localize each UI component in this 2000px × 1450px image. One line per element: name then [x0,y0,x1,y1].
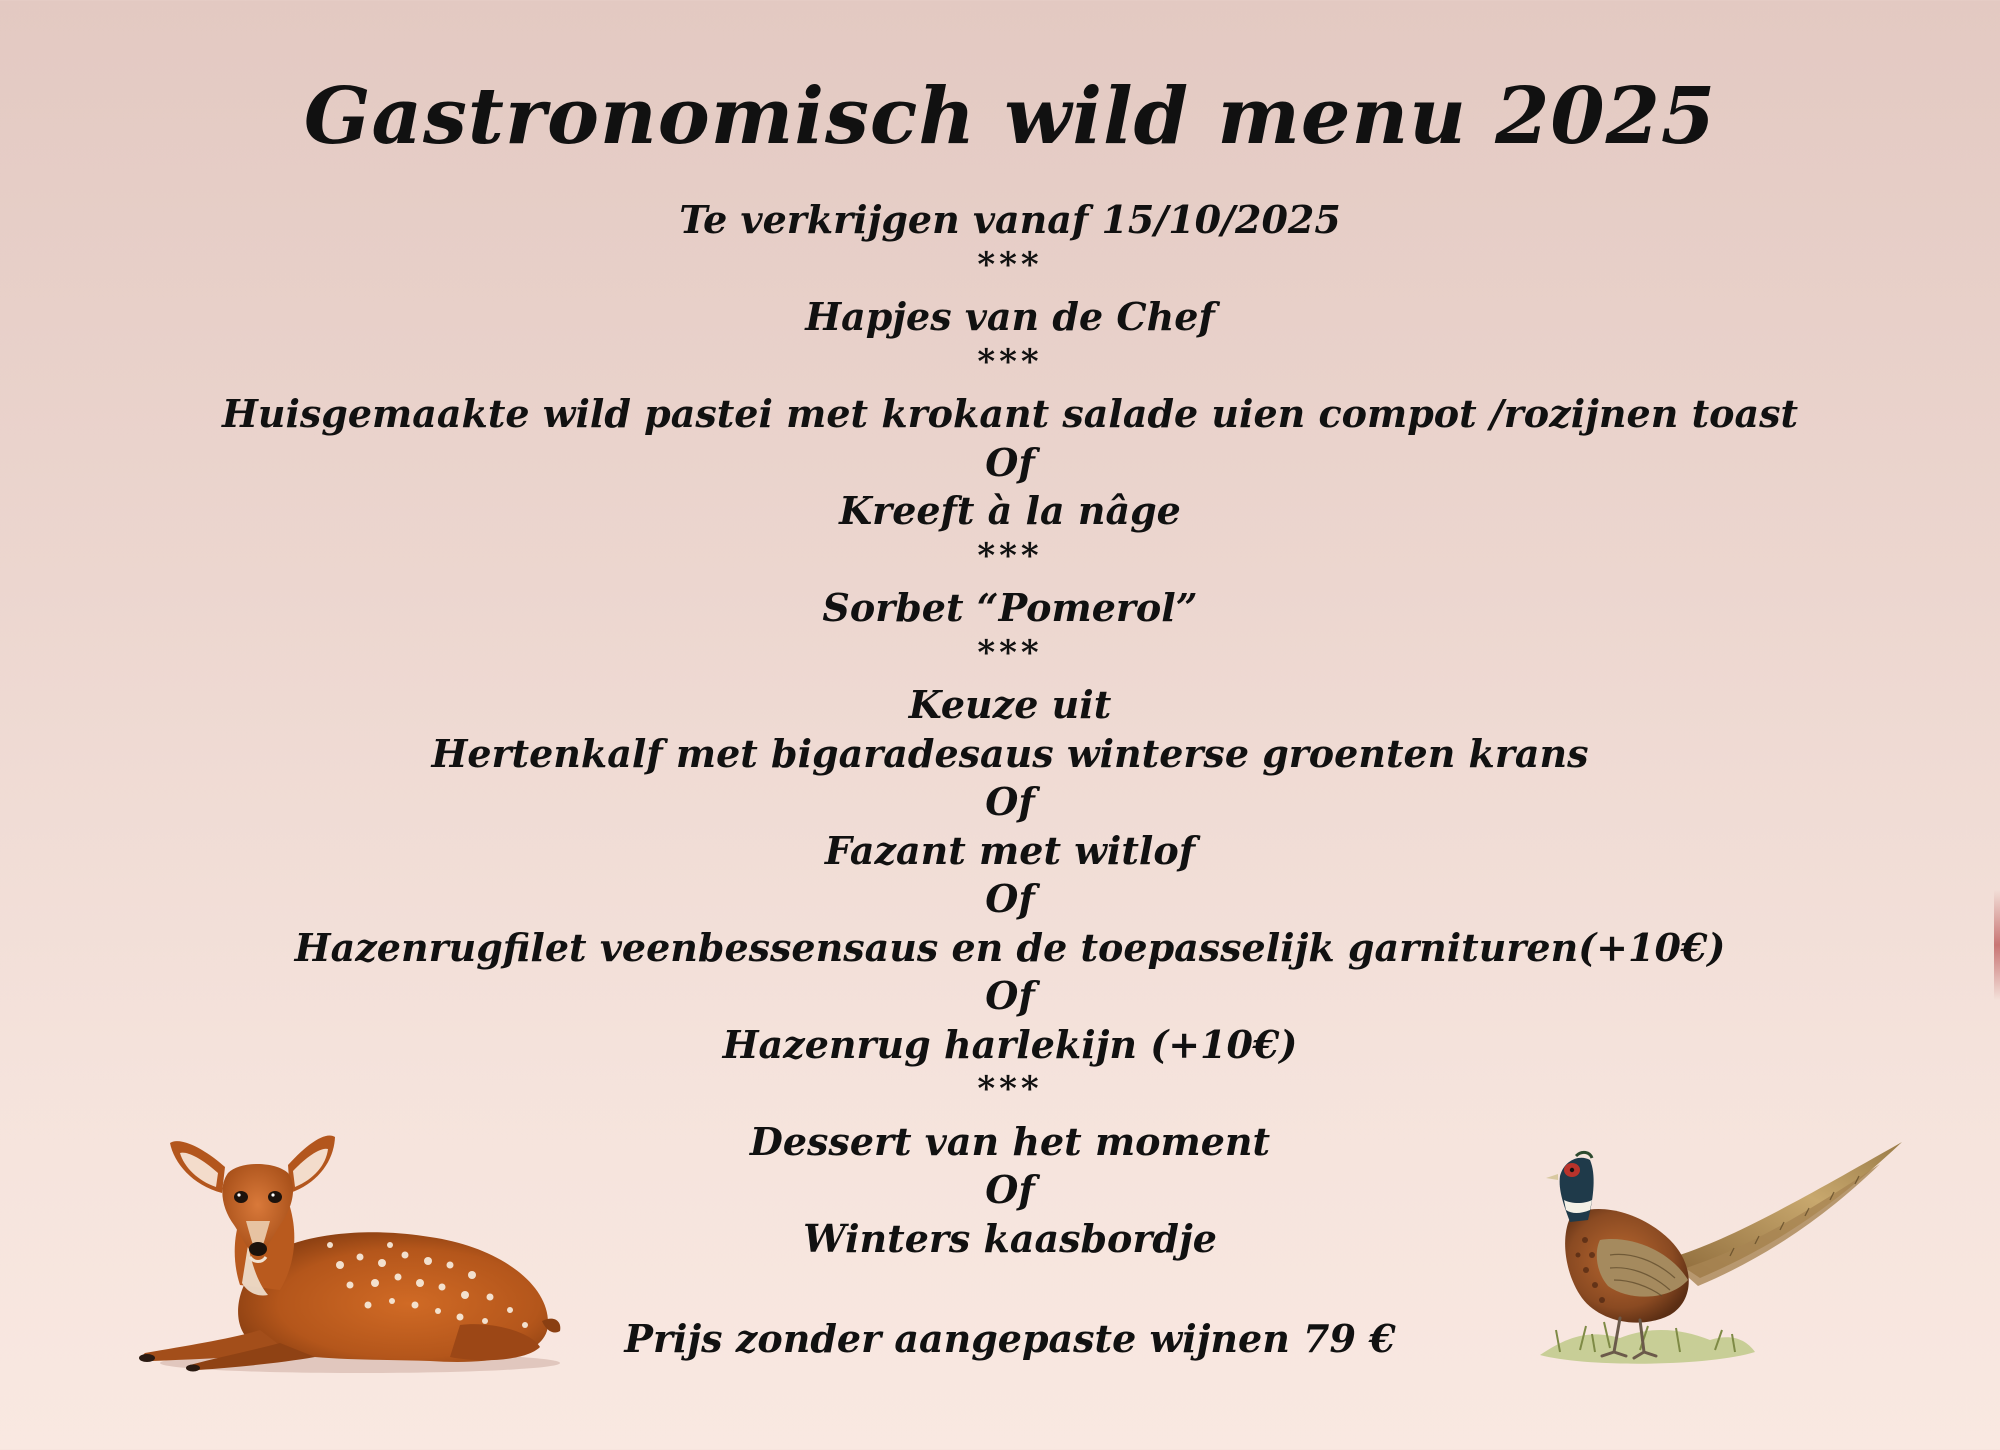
menu-line: Winters kaasbordje [803,1215,1217,1261]
menu-line: Hazenrugfilet veenbessensaus en de toepasselijk garnituren(+10€) [294,924,1726,970]
edge-mark [1994,890,2000,1000]
course-separator: *** [977,1069,1043,1109]
menu-line: Te verkrijgen vanaf 15/10/2025 [679,197,1341,242]
menu-line: Dessert van het moment [749,1118,1271,1164]
menu-title: Gastronomisch wild menu 2025 [303,71,1717,162]
fawn-illustration [130,1125,570,1375]
menu-line: Fazant met witlof [824,827,1196,873]
menu-or: Of [985,973,1035,1018]
menu-or: Of [985,779,1035,824]
menu-courses [0,196,2000,1263]
menu-line: Kreeft à la nâge [839,488,1181,533]
menu-line: Huisgemaakte wild pastei met krokant salade uien compot /rozijnen toast [221,391,1799,436]
course-separator: *** [977,632,1043,673]
menu-line: Hapjes van de Chef [805,294,1215,339]
menu-or: Of [985,876,1035,921]
course-separator: *** [977,341,1043,382]
menu-or: Of [985,1167,1035,1212]
pheasant-illustration [1530,1130,1910,1370]
course-separator: *** [977,244,1043,285]
menu-or: Of [985,439,1035,485]
menu-price: Prijs zonder aangepaste wijnen 79 € [624,1316,1396,1361]
menu-line: Keuze uit [908,682,1112,727]
course-separator: *** [977,535,1043,576]
menu-line: Hazenrug harlekijn (+10€) [722,1021,1298,1067]
menu-line: Sorbet “Pomerol” [822,585,1198,630]
menu-line: Hertenkalf met bigaradesaus winterse groenten krans [431,730,1589,776]
